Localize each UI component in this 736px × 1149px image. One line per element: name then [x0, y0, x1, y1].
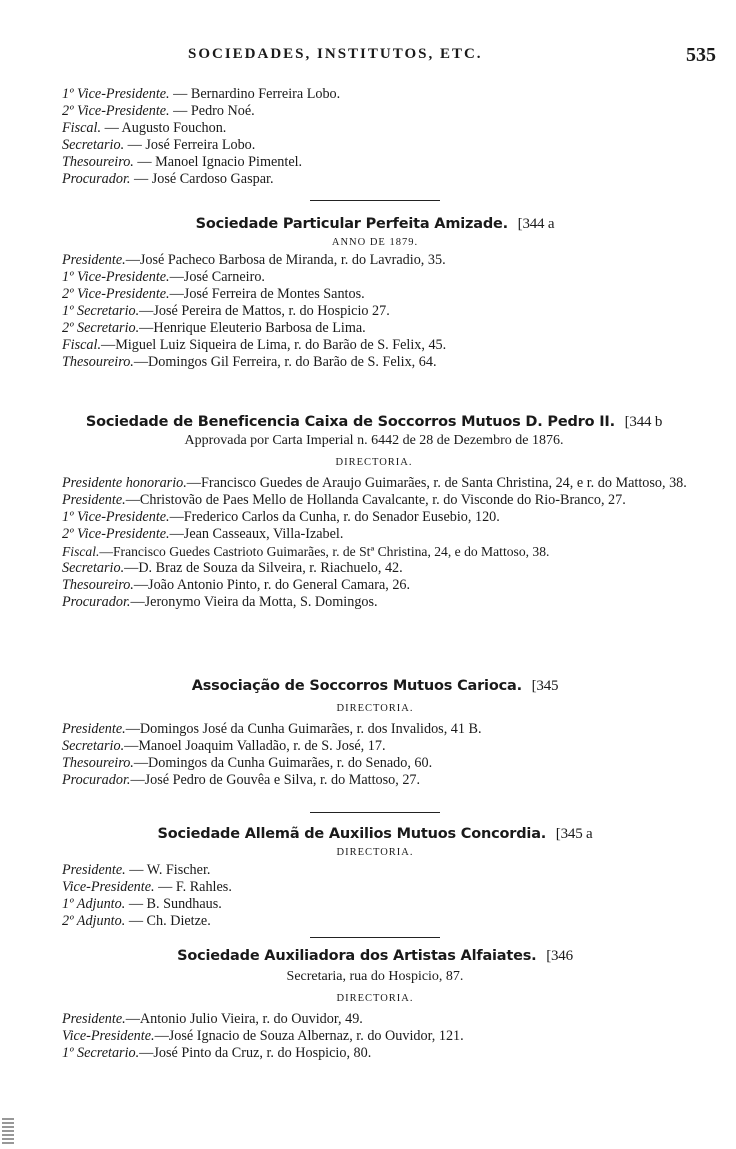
officer-line: Secretario. — José Ferreira Lobo. [62, 137, 256, 153]
section-title: Sociedade Particular Perfeita Amizade. [344 a [195, 216, 555, 232]
section-title: Sociedade de Beneficencia Caixa de Soccorros Mutuos D. Pedro II. [344 b [85, 414, 663, 430]
officer-line: Presidente honorario.—Francisco Guedes de Araujo Guimarães, r. de Santa Christina, 24, e r. do Mattoso, 38. [62, 475, 687, 491]
section-title: Associação de Soccorros Mutuos Carioca. [345 [191, 678, 559, 694]
scan-artifact [2, 1118, 14, 1144]
officer-line: Vice-Presidente. — F. Rahles. [62, 879, 232, 895]
section-title: Sociedade Allemã de Auxilios Mutuos Concordia. [345 a [157, 826, 593, 842]
officer-line: 1º Adjunto. — B. Sundhaus. [62, 896, 222, 912]
officer-line: Secretario.—Manoel Joaquim Valladão, r. de S. José, 17. [62, 738, 386, 754]
board-heading: DIRECTORIA. [336, 847, 414, 858]
officer-line: Thesoureiro. — Manoel Ignacio Pimentel. [62, 154, 303, 170]
board-heading: DIRECTORIA. [336, 993, 414, 1004]
running-header [60, 44, 716, 70]
officer-line: Secretario.—D. Braz de Souza da Silveira, r. Riachuelo, 42. [62, 560, 403, 576]
section-concordia [62, 824, 688, 930]
officer-line: Thesoureiro.—Domingos Gil Ferreira, r. do Barão de S. Felix, 64. [62, 354, 437, 370]
page-number: 535 [686, 44, 716, 66]
header-title: SOCIEDADES, INSTITUTOS, ETC. [188, 46, 483, 62]
officer-line: 1º Secretario.—José Pinto da Cruz, r. do Hospicio, 80. [62, 1045, 372, 1061]
section-title: Sociedade Auxiliadora dos Artistas Alfaiates. [346 [177, 948, 573, 964]
officer-line: 1º Vice-Presidente.—Frederico Carlos da Cunha, r. do Senador Eusebio, 120. [62, 509, 500, 525]
section-divider [62, 812, 688, 813]
section-divider [62, 200, 688, 201]
section-founded: ANNO DE 1879. [331, 237, 419, 248]
officer-line: Thesoureiro.—Domingos da Cunha Guimarães, r. do Senado, 60. [62, 755, 433, 771]
officer-line: Presidente.—José Pacheco Barbosa de Miranda, r. do Lavradio, 35. [62, 252, 446, 268]
section-carioca [62, 676, 688, 789]
officer-line: Presidente.—Domingos José da Cunha Guimarães, r. dos Invalidos, 41 B. [62, 721, 482, 737]
officer-line: Procurador. — José Cardoso Gaspar. [62, 171, 274, 187]
officer-line: Presidente.—Christovão de Paes Mello de Hollanda Cavalcante, r. do Visconde do Rio-Branco, 27. [62, 492, 626, 508]
officer-line: 2º Vice-Presidente.—Jean Casseaux, Villa-Izabel. [62, 526, 344, 542]
section-caixa-soccorros [56, 412, 692, 611]
officer-line: 1º Secretario.—José Pereira de Mattos, r. do Hospicio 27. [62, 303, 390, 319]
officer-line: Fiscal.—Francisco Guedes Castrioto Guimarães, r. de Stª Christina, 24, e do Mattoso, 38. [62, 544, 550, 559]
board-heading: DIRECTORIA. [335, 457, 413, 468]
section-approval: Approvada por Carta Imperial n. 6442 de 28 de Dezembro de 1876. [184, 433, 564, 448]
section-divider [62, 937, 688, 938]
officer-line: Presidente.—Antonio Julio Vieira, r. do Ouvidor, 49. [62, 1011, 363, 1027]
officer-line: Presidente. — W. Fischer. [62, 862, 211, 878]
officer-line: Procurador.—José Pedro de Gouvêa e Silva, r. do Mattoso, 27. [62, 772, 421, 788]
officer-line: Fiscal. — Augusto Fouchon. [62, 120, 227, 136]
officer-line: Procurador.—Jeronymo Vieira da Motta, S. Domingos. [62, 594, 378, 610]
officer-line: 2º Vice-Presidente. — Pedro Noé. [62, 103, 255, 119]
officer-line: 2º Vice-Presidente.—José Ferreira de Montes Santos. [62, 286, 365, 302]
top-officer-list [62, 86, 688, 188]
officer-line: 1º Vice-Presidente. — Bernardino Ferreira Lobo. [62, 86, 341, 102]
officer-line: Fiscal.—Miguel Luiz Siqueira de Lima, r. do Barão de S. Felix, 45. [62, 337, 447, 353]
officer-line: 1º Vice-Presidente.—José Carneiro. [62, 269, 265, 285]
officer-line: 2º Adjunto. — Ch. Dietze. [62, 913, 211, 929]
board-heading: DIRECTORIA. [336, 703, 414, 714]
officer-line: 2º Secretario.—Henrique Eleuterio Barbosa de Lima. [62, 320, 366, 336]
section-perfeita-amizade [62, 214, 688, 371]
officer-line: Thesoureiro.—João Antonio Pinto, r. do General Camara, 26. [62, 577, 411, 593]
section-address: Secretaria, rua do Hospicio, 87. [286, 969, 464, 984]
section-alfaiates [62, 946, 688, 1062]
officer-line: Vice-Presidente.—José Ignacio de Souza Albernaz, r. do Ouvidor, 121. [62, 1028, 464, 1044]
